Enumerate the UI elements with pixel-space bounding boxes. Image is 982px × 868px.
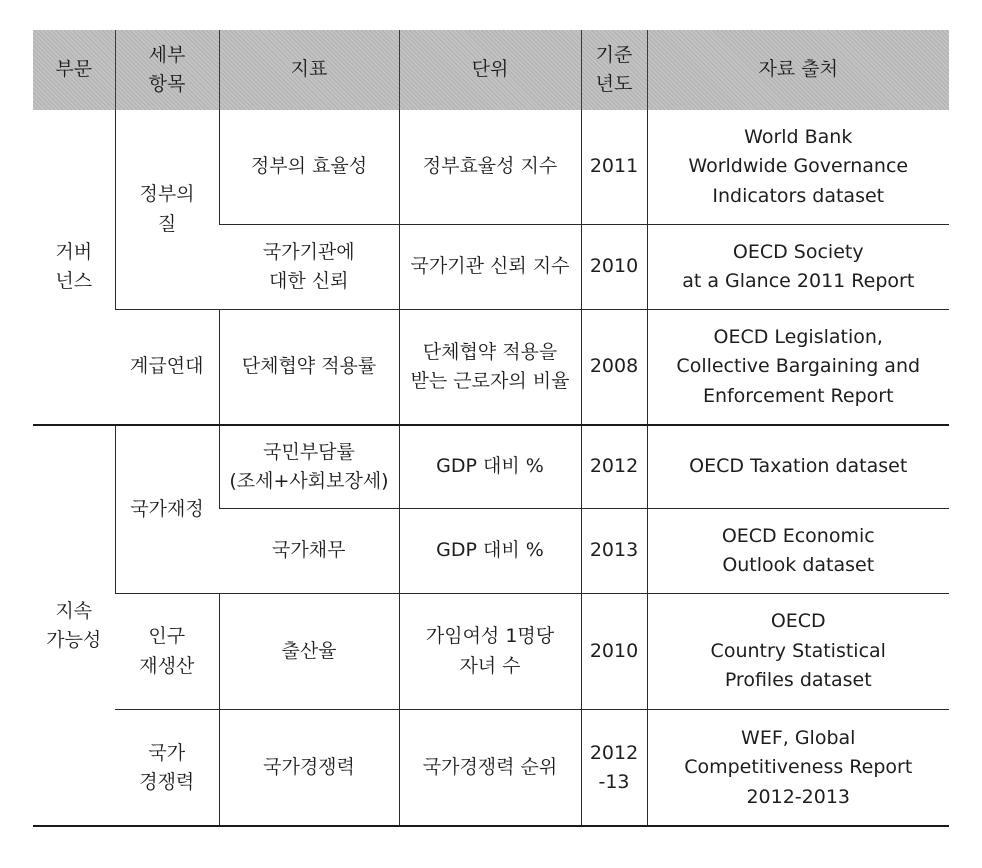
- indicator-cell: 단체협약 적용률: [219, 310, 399, 426]
- year-cell: 2012 -13: [581, 710, 647, 827]
- year-cell: 2013: [581, 509, 647, 594]
- unit-cell: 가임여성 1명당 자녀 수: [399, 594, 581, 710]
- indicator-table: [33, 30, 949, 826]
- header-source: 자료 출처: [647, 30, 949, 110]
- source-cell: OECD Economic Outlook dataset: [647, 509, 949, 594]
- indicator-cell: 정부의 효율성: [219, 110, 399, 225]
- source-cell: OECD Country Statistical Profiles dataset: [647, 594, 949, 710]
- year-cell: 2012: [581, 425, 647, 509]
- indicator-cell: 국가경쟁력: [219, 710, 399, 827]
- unit-cell: 국가경쟁력 순위: [399, 710, 581, 827]
- source-cell: OECD Taxation dataset: [647, 425, 949, 509]
- header-indicator: 지표: [219, 30, 399, 110]
- source-cell: World Bank Worldwide Governance Indicators dataset: [647, 110, 949, 225]
- header-row: [33, 30, 949, 110]
- unit-cell: 단체협약 적용을 받는 근로자의 비율: [399, 310, 581, 426]
- sub-item-cell-population: 인구 재생산: [115, 594, 219, 710]
- year-cell: 2010: [581, 225, 647, 310]
- year-cell: 2010: [581, 594, 647, 710]
- table-row: [33, 710, 949, 827]
- indicator-cell: 출산율: [219, 594, 399, 710]
- sub-item-cell-competitiveness: 국가 경쟁력: [115, 710, 219, 827]
- indicator-cell: 국가기관에 대한 신뢰: [219, 225, 399, 310]
- unit-cell: 국가기관 신뢰 지수: [399, 225, 581, 310]
- source-cell: WEF, Global Competitiveness Report 2012-2013: [647, 710, 949, 827]
- source-cell: OECD Legislation, Collective Bargaining and Enforcement Report: [647, 310, 949, 426]
- table-row: [33, 425, 949, 509]
- indicator-table-container: [33, 30, 949, 826]
- header-unit: 단위: [399, 30, 581, 110]
- year-cell: 2011: [581, 110, 647, 225]
- year-cell: 2008: [581, 310, 647, 426]
- indicator-cell: 국가채무: [219, 509, 399, 594]
- sector-cell-governance: 거버 넌스: [55, 240, 93, 292]
- table-row: [33, 110, 949, 225]
- table-header: [33, 30, 949, 110]
- table-body: [33, 110, 949, 826]
- header-sector: 부문: [33, 30, 115, 110]
- unit-cell: GDP 대비 %: [399, 509, 581, 594]
- unit-cell: 정부효율성 지수: [399, 110, 581, 225]
- sub-item-cell-national-finance: 국가재정: [115, 425, 219, 594]
- table-bottom-rule: [33, 825, 949, 827]
- source-cell: OECD Society at a Glance 2011 Report: [647, 225, 949, 310]
- header-sub-item: 세부 항목: [115, 30, 219, 110]
- unit-cell: GDP 대비 %: [399, 425, 581, 509]
- sub-item-cell-gov-quality: 정부의 질: [115, 110, 219, 310]
- indicator-cell: 국민부담률 (조세+사회보장세): [219, 425, 399, 509]
- header-base-year: 기준 년도: [581, 30, 647, 110]
- table-row: [33, 594, 949, 710]
- table-row: [33, 310, 949, 426]
- sector-cell-sustainability: 지속 가능성: [33, 425, 115, 826]
- sub-item-cell-class-solidarity: 계급연대: [115, 310, 219, 426]
